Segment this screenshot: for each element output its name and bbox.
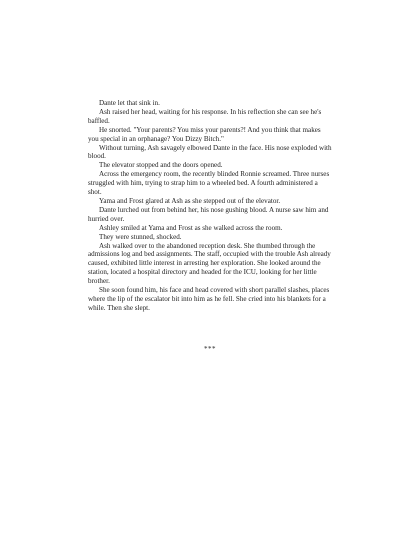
paragraph: Dante let that sink in. <box>99 99 160 107</box>
paragraph: Ash raised her head, waiting for his response. In his reflection she can see he's baffled. <box>88 107 322 125</box>
scene-break: *** <box>204 345 216 353</box>
paragraph: She soon found him, his face and head covered with short parallel slashes, places where the lip of the escalator bit into him as he fell. She cried into his blankets for a while. Then she slept. <box>88 286 330 312</box>
paragraph: Ash walked over to the abandoned reception desk. She thumbed through the admissions log and bed assignments. The staff, occupied with the trouble Ash already caused, exhibited little interest in arresting her exploration. She looked around the station, located a hospital directory and headed for the ICU, looking for her little brother. <box>88 241 331 286</box>
paragraph: The elevator stopped and the doors opened. <box>99 161 223 170</box>
paragraph: Without turning, Ash savagely elbowed Dante in the face. His nose exploded with blood. <box>88 143 332 161</box>
story-text <box>88 99 332 313</box>
paragraph: They were stunned, shocked. <box>99 232 182 241</box>
paragraph: Yama and Frost glared at Ash as she stepped out of the elevator. <box>99 196 281 205</box>
paragraph: Ashley smiled at Yama and Frost as she walked across the room. <box>99 223 283 232</box>
paragraph: Across the emergency room, the recently blinded Ronnie screamed. Three nurses struggled with him, trying to strap him to a wheeled bed. A fourth administered a shot. <box>88 170 330 197</box>
paragraph: He snorted. "Your parents? You miss your parents?! And you think that makes you special in an orphanage? You Dizzy Bitch." <box>88 125 321 143</box>
paragraph: Dante lurched out from behind her, his nose gushing blood. A nurse saw him and hurried over. <box>88 205 329 223</box>
